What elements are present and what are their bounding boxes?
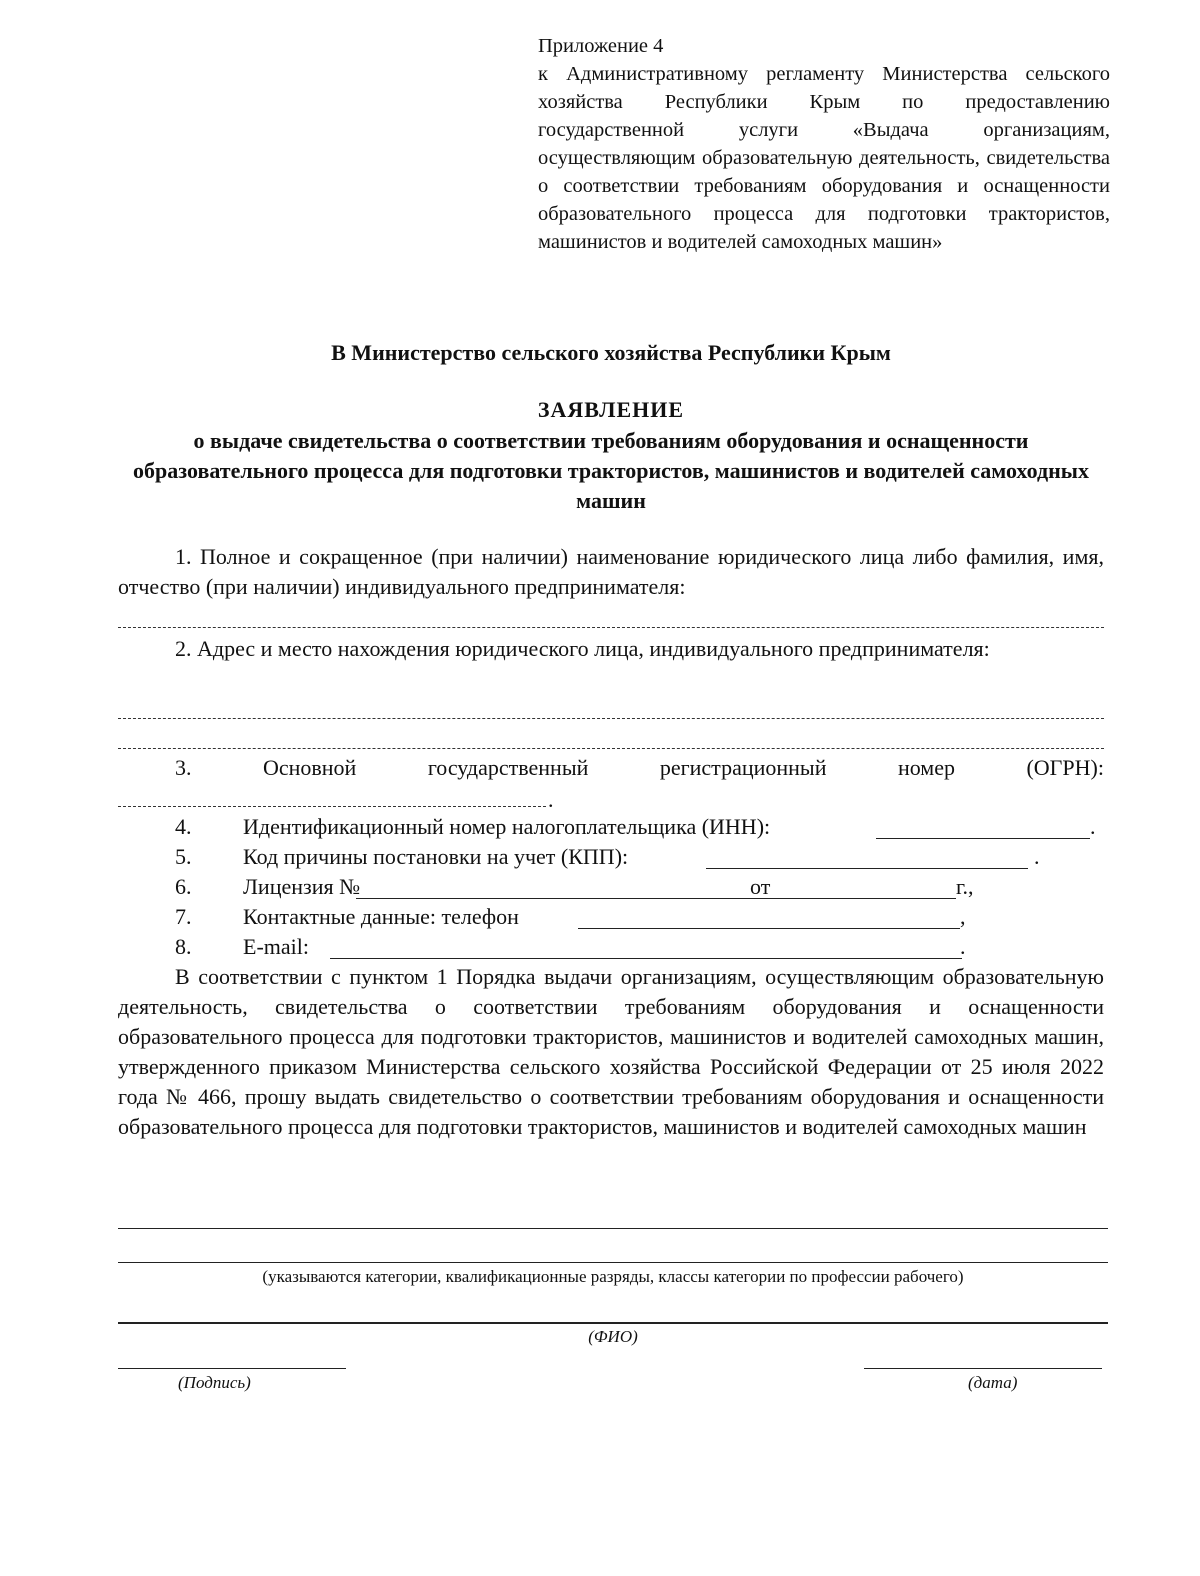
item-3-word-2: государственный <box>427 755 589 780</box>
item-3-word-1: Основной <box>262 755 357 780</box>
categories-caption: (указываются категории, квалификационные разряды, классы категории по профессии рабочего) <box>262 1267 964 1286</box>
item-3-word-4: номер <box>897 755 955 780</box>
inn-input-line[interactable] <box>876 838 1090 839</box>
item-8-label: E-mail: <box>243 934 309 959</box>
item-4-label: Идентификационный номер налогоплательщика (ИНН): <box>243 814 771 839</box>
document-title: ЗАЯВЛЕНИЕ <box>537 397 685 422</box>
category-fill-line-2[interactable] <box>118 1262 1108 1263</box>
fio-caption: (ФИО) <box>588 1327 638 1346</box>
item-6-year: г., <box>956 874 974 899</box>
item-7-tail: , <box>960 904 966 929</box>
item-4-tail: . <box>1090 814 1096 839</box>
item-2-fill-line-2[interactable] <box>118 748 1104 749</box>
item-4-number: 4. <box>175 814 192 839</box>
category-fill-line-1[interactable] <box>118 1228 1108 1229</box>
annex-reference: к Административному регламенту Министерства сельского хозяйства Республики Крым по предоставлению государственной услуги «Выдача организациям, осуществляющим образовательную деятельность, свидетельства о соответствии требованиям оборудования и оснащенности образовательного процесса для подготовки трактористов, машинистов и водителей самоходных машин» <box>538 63 1110 253</box>
item-7-label: Контактные данные: телефон <box>243 904 519 929</box>
item-3-word-5: (ОГРН): <box>1026 755 1104 780</box>
item-6-number: 6. <box>175 874 192 899</box>
item-6-from: от <box>750 874 771 899</box>
annex-title: Приложение 4 <box>538 35 664 57</box>
addressee: В Министерство сельского хозяйства Республики Крым <box>331 340 891 365</box>
item-2-text: 2. Адрес и место нахождения юридического лица, индивидуального предпринимателя: <box>175 636 990 661</box>
date-fill-line[interactable] <box>864 1368 1102 1369</box>
item-7-number: 7. <box>175 904 192 929</box>
annex-header <box>538 32 1110 256</box>
document-subtitle: о выдаче свидетельства о соответствии требованиям оборудования и оснащенности образовательного процесса для подготовки трактористов, машинистов и водителей самоходных машин <box>133 428 1089 513</box>
item-1-fill-line[interactable] <box>118 627 1104 628</box>
email-input-line[interactable] <box>330 958 962 959</box>
kpp-input-line[interactable] <box>706 868 1028 869</box>
request-paragraph: В соответствии с пунктом 1 Порядка выдачи организациям, осуществляющим образовательную деятельность, свидетельства о соответствии требованиям оборудования и оснащенности образовательного процесса для подготовки трактористов, машинистов и водителей самоходных машин, утвержденного приказом Министерства сельского хозяйства Российской Федерации от 25 июля 2022 года № 466, прошу выдать свидетельство о соответствии требованиям оборудования и оснащенности образовательного процесса для подготовки трактористов, машинистов и водителей самоходных машин <box>118 964 1104 1139</box>
license-input-line[interactable] <box>356 898 956 899</box>
date-caption: (дата) <box>968 1373 1018 1392</box>
item-2-fill-line-1[interactable] <box>118 718 1104 719</box>
item-1-text: 1. Полное и сокращенное (при наличии) наименование юридического лица либо фамилия, имя, отчество (при наличии) индивидуального предпринимателя: <box>118 544 1104 599</box>
phone-input-line[interactable] <box>578 928 960 929</box>
item-3-fill-line[interactable] <box>118 806 546 807</box>
item-3-tail: . <box>548 787 554 812</box>
item-8-tail: . <box>960 934 966 959</box>
signature-fill-line[interactable] <box>118 1368 346 1369</box>
fio-fill-line[interactable] <box>118 1322 1108 1324</box>
item-5-tail: . <box>1034 844 1040 869</box>
item-3-row <box>175 753 1104 783</box>
signature-caption: (Подпись) <box>178 1373 251 1392</box>
item-3-number: 3. <box>175 755 192 780</box>
item-6-label: Лицензия № <box>243 874 361 899</box>
item-5-number: 5. <box>175 844 192 869</box>
item-5-label: Код причины постановки на учет (КПП): <box>243 844 629 869</box>
item-3-word-3: регистрационный <box>659 755 827 780</box>
item-8-number: 8. <box>175 934 192 959</box>
